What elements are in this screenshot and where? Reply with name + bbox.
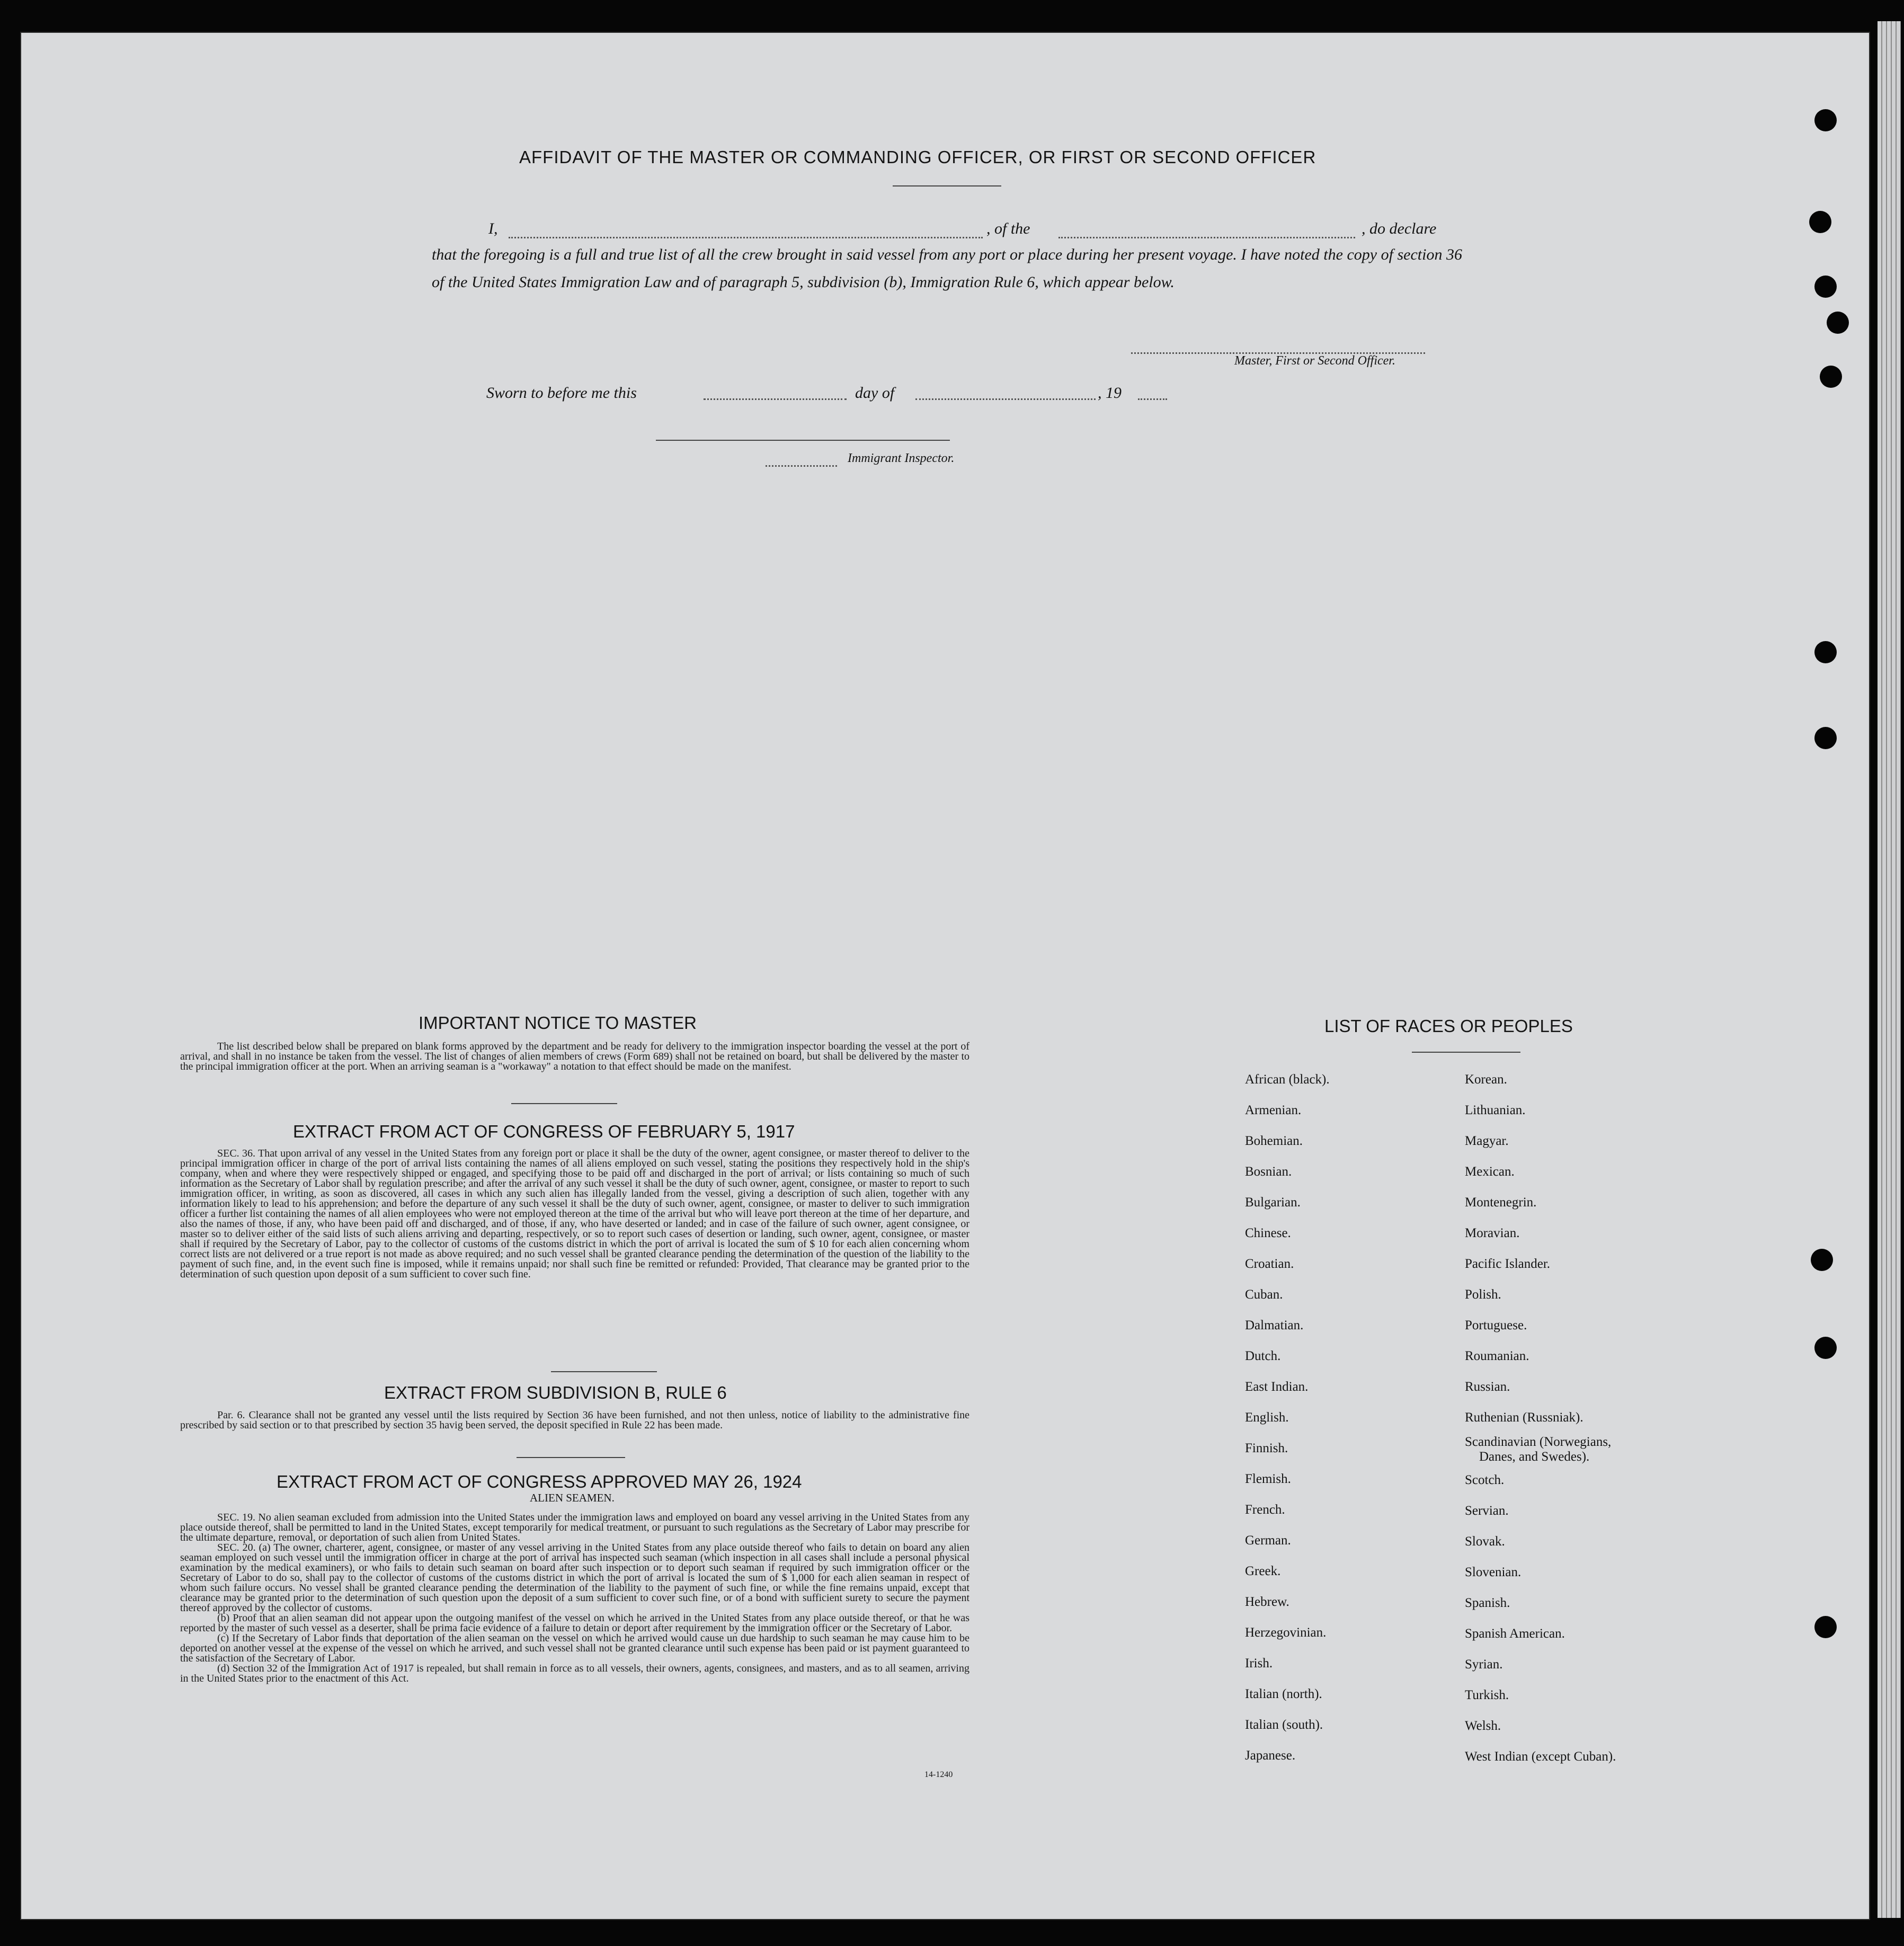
race-item: Croatian. <box>1245 1257 1294 1271</box>
sworn-prefix: Sworn to before me this <box>486 384 637 402</box>
title-underline <box>893 185 1001 186</box>
sec-20a: SEC. 20. (a) The owner, charterer, agent, consignee, or master of any vessel arriving in the United States from any place outside thereof who fails to detain on board any alien seaman employed on such vessel until the immigration officer in charge at the port of arrival has inspected such seaman (which inspection in all cases shall include a personal physical examination by the medical examiners), or who fails to detain such seaman on board after such inspection or to deport such seaman if required by such immigration officer or the Secretary of Labor to do so, shall pay to the collector of customs of the customs district in which the port of arrival is located the sum of $ 1,000 for each alien seaman in respect of whom such failure occurs. No vessel shall be granted clearance pending the determination of the liability to the payment of such fine, or while the fine remains unpaid, except that clearance may be granted prior to the determination of such question upon the deposit of a sum sufficient to cover such fine, or of a bond with sufficient surety to secure the payment thereof approved by the collector of customs. <box>180 1542 969 1614</box>
race-item: East Indian. <box>1245 1380 1309 1394</box>
race-item: Mexican. <box>1465 1165 1515 1179</box>
race-item: Danes, and Swedes). <box>1479 1450 1590 1464</box>
race-item: Scotch. <box>1465 1473 1505 1487</box>
affidavit-i: I, <box>488 220 498 237</box>
race-item: Portuguese. <box>1465 1318 1527 1332</box>
race-item: Cuban. <box>1245 1287 1283 1302</box>
binder-hole <box>1814 727 1837 749</box>
sec-20c: (c) If the Secretary of Labor finds that deportation of the alien seaman on the vessel on which he arrived would cause un due hardship to such seaman he may cause him to be deported on another vessel at the expense of the vessel on which he arrived, and such vessel shall not be granted clearance until such expense has been paid or ist payment guaranteed to the satisfaction of the Secretary of Labor. <box>180 1632 969 1664</box>
race-item: Dalmatian. <box>1245 1318 1304 1332</box>
race-item: Hebrew. <box>1245 1595 1289 1609</box>
extract-1924-subtitle: ALIEN SEAMEN. <box>530 1491 615 1504</box>
race-item: Irish. <box>1245 1656 1273 1670</box>
races-title: LIST OF RACES OR PEOPLES <box>1324 1016 1573 1036</box>
name-blank <box>509 237 983 238</box>
rule6-title: EXTRACT FROM SUBDIVISION B, RULE 6 <box>384 1383 727 1402</box>
race-item: Finnish. <box>1245 1441 1288 1455</box>
sec-19: SEC. 19. No alien seaman excluded from admission into the United States under the immigration laws and employed on board any vessel arriving in the United States from any place outside thereof, shall be permitted to land in the United States, except temporarily for medical treatment, or pursuant to such regulations as the Secretary of Labor may prescribe for the ultimate departure, removal, or deportation of such alien from United States. <box>180 1512 969 1543</box>
extract-1917-title: EXTRACT FROM ACT OF CONGRESS OF FEBRUARY 5, 1917 <box>293 1122 795 1141</box>
extract-1917-divider <box>551 1371 657 1372</box>
race-item: African (black). <box>1245 1072 1330 1087</box>
race-item: Magyar. <box>1465 1134 1509 1148</box>
sec-20d: (d) Section 32 of the Immigration Act of 1917 is repealed, but shall remain in force as to all vessels, their owners, agents, consignees, and masters, and as to all seamen, arriving in the United States prior to the enactment of this Act. <box>180 1663 969 1684</box>
race-item: Dutch. <box>1245 1349 1281 1363</box>
day-of: day of <box>855 384 895 402</box>
race-item: Russian. <box>1465 1380 1510 1394</box>
race-item: Roumanian. <box>1465 1349 1529 1363</box>
race-item: Moravian. <box>1465 1226 1520 1240</box>
race-item: Servian. <box>1465 1504 1509 1518</box>
binder-hole <box>1814 1616 1837 1638</box>
affidavit-body: that the foregoing is a full and true list of all the crew brought in said vessel from any port or place during her present voyage. I have noted the copy of section 36 of the United States Immigration Law and of paragraph 5, subdivision (b), Immigration Rule 6, which appear below. <box>432 246 1462 291</box>
race-item: German. <box>1245 1533 1291 1548</box>
race-item: Polish. <box>1465 1287 1501 1302</box>
sec-20b: (b) Proof that an alien seaman did not appear upon the outgoing manifest of the vessel on which he arrived in the United States from any place outside thereof, or that he was reported by the master of such vessel as a deserter, shall be prima facie evidence of a failure to detain or deport after requirement by the immigration officer or the Secretary of Labor. <box>180 1612 969 1634</box>
race-item: Italian (south). <box>1245 1718 1323 1732</box>
race-item: Bohemian. <box>1245 1134 1303 1148</box>
race-item: Spanish American. <box>1465 1627 1565 1641</box>
race-item: Greek. <box>1245 1564 1281 1578</box>
rule6-divider <box>517 1457 625 1458</box>
form-number: 14-1240 <box>924 1770 953 1779</box>
notice-text: The list described below shall be prepared on blank forms approved by the department and be ready for delivery to the immigration inspector boarding the vessel at the port of arrival, and shall in no instance be taken from the vessel. The list of changes of alien members of crews (Form 689) shall not be retained on board, but shall be delivered by the master to the principal immigration officer at the port. When an arriving seaman is a "workaway" a notation to that effect should be made on the manifest. <box>180 1041 969 1072</box>
notice-title: IMPORTANT NOTICE TO MASTER <box>419 1013 697 1033</box>
race-item: Turkish. <box>1465 1688 1509 1702</box>
day-blank <box>704 398 847 400</box>
extract-1924-text <box>180 1513 969 1684</box>
vessel-blank <box>1058 237 1355 238</box>
binder-hole <box>1814 641 1837 663</box>
race-item: Bulgarian. <box>1245 1195 1301 1210</box>
year-prefix: , 19 <box>1098 384 1122 402</box>
race-item: Lithuanian. <box>1465 1103 1526 1117</box>
binder-hole <box>1814 1337 1837 1359</box>
race-item: Japanese. <box>1245 1748 1296 1763</box>
extract-1917-text: SEC. 36. That upon arrival of any vessel in the United States from any foreign port or place it shall be the duty of the owner, agent consignee, or master thereof to deliver to the principal immigration officer in charge of the port of arrival lists containing the names of all aliens employed on such vessel, stating the positions they respectively hold in the ship's company, when and where they were respectively shipped or engaged, and specifying those to be paid off and discharged in the port of arrival; or lists containing so much of such information as the Secretary of Labor shall by regulation prescribe; and after the arrival of any such vessel it shall be the duty of such owner, agent, consignee, or master to report to such immigration officer, in writing, as soon as discovered, all cases in which any such alien has illegally landed from the vessel, giving a description of such alien, together with any information likely to lead to his apprehension; and before the departure of any such vessel it shall be the duty of such owner, agent, consignee, or master to deliver to such immigration officer a further list containing the names of all alien employees who were not employed thereon at the time of the arrival but who will leave port thereon at the time of her departure, and also the names of those, if any, who have been paid off and discharged, and of those, if any, who have deserted or landed; and in case of the failure of such owner, agent consignee, or master so to deliver either of the said lists of such aliens arriving and departing, respectively, or so to report such cases of desertion or landing, such owner, agent, consignee, or master shall if required by the Secretary of Labor, pay to the collector of customs of the customs district in which the port of arrival is located the sum of $ 10 for each alien concerning whom correct lists are not delivered or a true report is not made as above required; and no such vessel shall be granted clearance pending the determination of the question of the liability to the payment of such fine, and, in the event such fine is imposed, while it remains unpaid; nor shall such fine be remitted or refunded: Provided, That clearance may be granted prior to the determination of such question upon deposit of a sum sufficient to cover such fine. <box>180 1148 969 1280</box>
race-item: Bosnian. <box>1245 1165 1292 1179</box>
race-item: Welsh. <box>1465 1719 1501 1733</box>
binder-hole <box>1814 109 1837 131</box>
race-item: French. <box>1245 1503 1285 1517</box>
race-item: Slovenian. <box>1465 1565 1522 1579</box>
race-item: West Indian (except Cuban). <box>1465 1749 1616 1764</box>
year-blank <box>1138 398 1167 400</box>
affidavit-declare: , do declare <box>1362 220 1437 237</box>
race-item: Ruthenian (Russniak). <box>1465 1410 1583 1425</box>
race-item: Syrian. <box>1465 1657 1503 1672</box>
race-item: English. <box>1245 1410 1289 1425</box>
races-divider <box>1412 1052 1520 1053</box>
notice-divider <box>511 1103 617 1104</box>
race-item: Pacific Islander. <box>1465 1257 1551 1271</box>
affidavit-of-the: , of the <box>986 220 1030 237</box>
race-item: Armenian. <box>1245 1103 1302 1117</box>
race-item: Montenegrin. <box>1465 1195 1537 1210</box>
inspector-line <box>656 440 950 441</box>
inspector-dots <box>766 465 837 467</box>
binder-hole <box>1811 1249 1833 1271</box>
binder-hole <box>1814 276 1837 298</box>
binder-hole <box>1820 366 1842 388</box>
race-item: Spanish. <box>1465 1596 1510 1610</box>
binder-hole <box>1827 312 1849 334</box>
race-item: Chinese. <box>1245 1226 1291 1240</box>
binder-hole <box>1809 211 1831 233</box>
signature-label: Master, First or Second Officer. <box>1234 354 1395 368</box>
rule6-text: Par. 6. Clearance shall not be granted any vessel until the lists required by Section 36 have been furnished, and not then unless, notice of liability to the administrative fine prescribed by said section or to that prescribed by section 35 havig been served, the deposit specified in Rule 22 has been made. <box>180 1409 969 1431</box>
race-item: Flemish. <box>1245 1472 1291 1486</box>
page-stack-edge <box>1878 21 1901 1918</box>
affidavit-title: AFFIDAVIT OF THE MASTER OR COMMANDING OFFICER, OR FIRST OR SECOND OFFICER <box>519 147 1316 167</box>
race-item: Scandinavian (Norwegians, <box>1465 1435 1612 1449</box>
extract-1924-title: EXTRACT FROM ACT OF CONGRESS APPROVED MAY 26, 1924 <box>277 1472 802 1491</box>
month-blank <box>915 398 1096 400</box>
race-item: Slovak. <box>1465 1534 1505 1549</box>
race-item: Italian (north). <box>1245 1687 1322 1701</box>
race-item: Korean. <box>1465 1072 1507 1087</box>
inspector-label: Immigrant Inspector. <box>848 451 955 465</box>
race-item: Herzegovinian. <box>1245 1625 1327 1640</box>
